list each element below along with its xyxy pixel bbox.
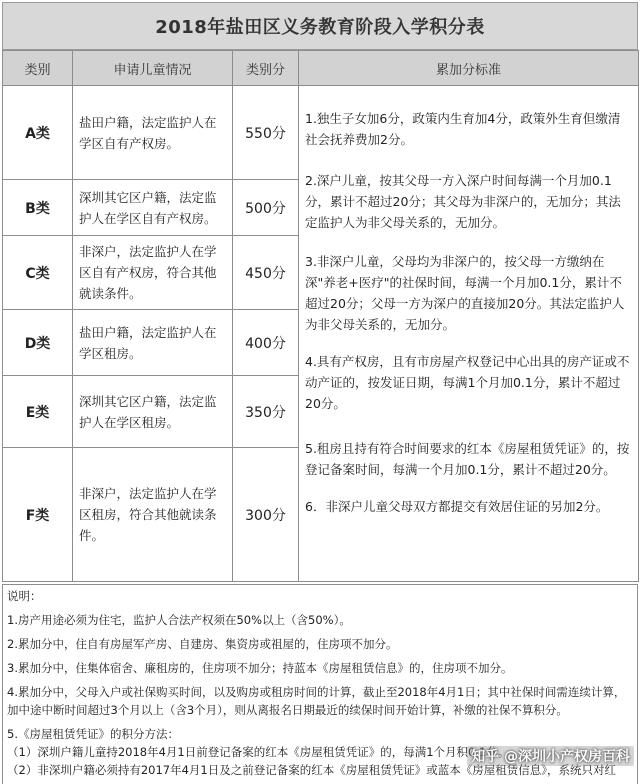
base-score-cell: 450分 (233, 236, 299, 310)
table-header-row (3, 51, 639, 86)
condition-cell: 深圳其它区户籍，法定监护人在学区租房。 (73, 376, 233, 448)
table-title: 2018年盐田区义务教育阶段入学积分表 (2, 2, 638, 50)
note-item: 4.累加分中，父母入户或社保购买时间，以及购房或租房时间的计算，截止至2018年4月1日；其中社保时间需连续计算，加中途中断时间超过3个月以上（含3个月），则从离报名日期最近的续保时间开始计算，补缴的社保不算积分。 (7, 685, 626, 717)
header-base-score: 类别分 (233, 51, 299, 86)
bonus-item: 5.租房且持有符合时间要求的红本《房屋租赁凭证》的，按登记备案时间，每满一个月加0.1分，累计不超过20分。 (305, 441, 630, 477)
base-score-cell: 500分 (233, 180, 299, 236)
bonus-item: 4.具有产权房，且有市房屋产权登记中心出具的房产证或不动产证的，按发证日期，每满1个月加0.1分，累计不超过20分。 (305, 354, 630, 411)
base-score-cell: 350分 (233, 376, 299, 448)
notes-heading: 说明： (7, 589, 42, 603)
condition-cell: 深圳其它区户籍，法定监护人在学区自有产权房。 (73, 180, 233, 236)
note-item: （1）深圳户籍儿童持2018年4月1日前登记备案的红本《房屋租赁凭证》的，每满1个月积0.1分。 (7, 745, 510, 759)
bonus-standard-cell (299, 86, 639, 582)
condition-cell: 非深户，法定监护人在学区自有产权房，符合其他就读条件。 (73, 236, 233, 310)
note-item: 2.累加分中，住自有房屋军产房、自建房、集资房或祖屋的，住房项不加分。 (7, 637, 398, 651)
condition-cell: 盐田户籍，法定监护人在学区自有产权房。 (73, 86, 233, 180)
category-cell: A类 (3, 86, 73, 180)
header-category: 类别 (3, 51, 73, 86)
base-score-cell: 300分 (233, 448, 299, 582)
bonus-item: 1.独生子女加6分，政策内生育加4分，政策外生育但缴清社会抚养费加2分。 (305, 111, 621, 147)
header-condition: 申请儿童情况 (73, 51, 233, 86)
category-cell: D类 (3, 310, 73, 376)
note-item: 1.房产用途必须为住宅，监护人合法产权须在50%以上（含50%）。 (7, 613, 351, 627)
condition-cell: 非深户，法定监护人在学区租房，符合其他就读条件。 (73, 448, 233, 582)
table-row (3, 86, 639, 180)
watermark: 知乎 @深圳小产权房百科 (467, 746, 634, 766)
bonus-item: 3.非深户儿童，父母均为非深户的，按父母一方缴纳在深"养老+医疗"的社保时间，每满一个月加0.1分，累计不超过20分；父母一方为深户的直接加20分。其法定监护人为非父母关系的，无加分。 (305, 254, 625, 332)
category-cell: B类 (3, 180, 73, 236)
base-score-cell: 400分 (233, 310, 299, 376)
condition-cell: 盐田户籍，法定监护人在学区租房。 (73, 310, 233, 376)
category-cell: E类 (3, 376, 73, 448)
bonus-item: 6．非深户儿童父母双方都提交有效居住证的另加2分。 (305, 499, 609, 514)
header-bonus-standard: 累加分标准 (299, 51, 639, 86)
category-cell: C类 (3, 236, 73, 310)
note-item: （2）非深圳户籍必须持有2017年4月1日及之前登记备案的红本《房屋租赁凭证》或蓝本《房屋租赁信息》，系统只对红 (7, 763, 616, 777)
note-item: 3.累加分中，住集体宿舍、廉租房的，住房项不加分；持蓝本《房屋租赁信息》的，住房项不加分。 (7, 661, 513, 675)
category-cell: F类 (3, 448, 73, 582)
note-item: 5.《房屋租赁凭证》的积分方法： (7, 727, 179, 741)
admission-score-table (2, 50, 639, 582)
bonus-item: 2.深户儿童，按其父母一方入深户时间每满一个月加0.1分，累计不超过20分；其父母为非深户的，无加分；其法定监护人为非父母关系的，无加分。 (305, 173, 621, 230)
base-score-cell: 550分 (233, 86, 299, 180)
